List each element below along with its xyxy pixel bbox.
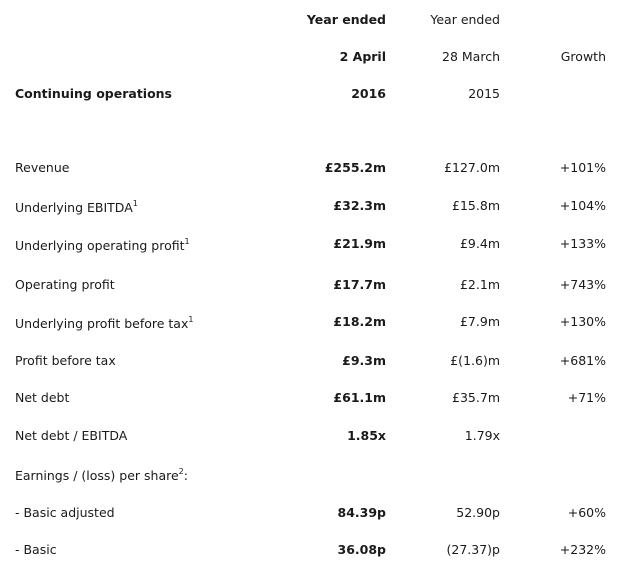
header-prior-line2: 28 March (442, 49, 500, 64)
row-label: Underlying operating profit$^1$ (15, 236, 190, 253)
row-label: Net debt / EBITDA (15, 428, 128, 443)
row-growth-value: +681% (559, 353, 606, 368)
row-growth-value: +60% (567, 505, 606, 520)
row-label: Revenue (15, 160, 70, 175)
row-current-value: £255.2m (324, 160, 386, 175)
row-prior-value: £9.4m (459, 236, 500, 251)
row-current-value: £17.7m (333, 277, 386, 292)
row-prior-value: 52.90p (456, 505, 500, 520)
row-current-value: 1.85x (347, 428, 386, 443)
row-current-value: 84.39p (337, 505, 386, 520)
row-prior-value: 1.79x (464, 428, 500, 443)
row-growth-value: +133% (559, 236, 606, 251)
section-label: Continuing operations (15, 86, 173, 101)
header-growth: Growth (560, 49, 606, 64)
header-prior-line3: 2015 (468, 86, 500, 101)
row-growth-value: +71% (567, 390, 606, 405)
row-current-value: £18.2m (333, 314, 386, 329)
row-current-value: 36.08p (337, 542, 386, 557)
row-label: Underlying EBITDA$^1$ (15, 198, 138, 215)
row-label: Earnings / (loss) per share$^2$: (15, 466, 188, 483)
header-prior-line1: Year ended (430, 12, 500, 27)
row-growth-value: +101% (559, 160, 606, 175)
row-label: Net debt (15, 390, 70, 405)
row-label: Underlying profit before tax$^1$ (15, 314, 194, 331)
row-current-value: £32.3m (333, 198, 386, 213)
row-label: Operating profit (15, 277, 115, 292)
footnote-marker: 1 (184, 236, 190, 246)
row-prior-value: £7.9m (459, 314, 500, 329)
header-current-line1: Year ended (306, 12, 386, 27)
row-growth-value: +743% (559, 277, 606, 292)
row-prior-value: £35.7m (452, 390, 500, 405)
row-current-value: £9.3m (342, 353, 386, 368)
row-prior-value: £(1.6)m (450, 353, 500, 368)
row-label: Profit before tax (15, 353, 116, 368)
row-current-value: £61.1m (333, 390, 386, 405)
row-growth-value: +130% (559, 314, 606, 329)
footnote-marker: 2 (178, 466, 184, 476)
row-prior-value: (27.37)p (446, 542, 500, 557)
footnote-marker: 1 (188, 314, 194, 324)
header-current-line2: 2 April (339, 49, 386, 64)
row-prior-value: £15.8m (452, 198, 500, 213)
row-growth-value: +104% (559, 198, 606, 213)
row-growth-value: +232% (559, 542, 606, 557)
footnote-marker: 1 (132, 198, 138, 208)
row-label: - Basic (15, 542, 57, 557)
row-prior-value: £2.1m (459, 277, 500, 292)
row-prior-value: £127.0m (444, 160, 500, 175)
header-current-line3: 2016 (351, 86, 386, 101)
row-label: - Basic adjusted (15, 505, 115, 520)
row-current-value: £21.9m (333, 236, 386, 251)
